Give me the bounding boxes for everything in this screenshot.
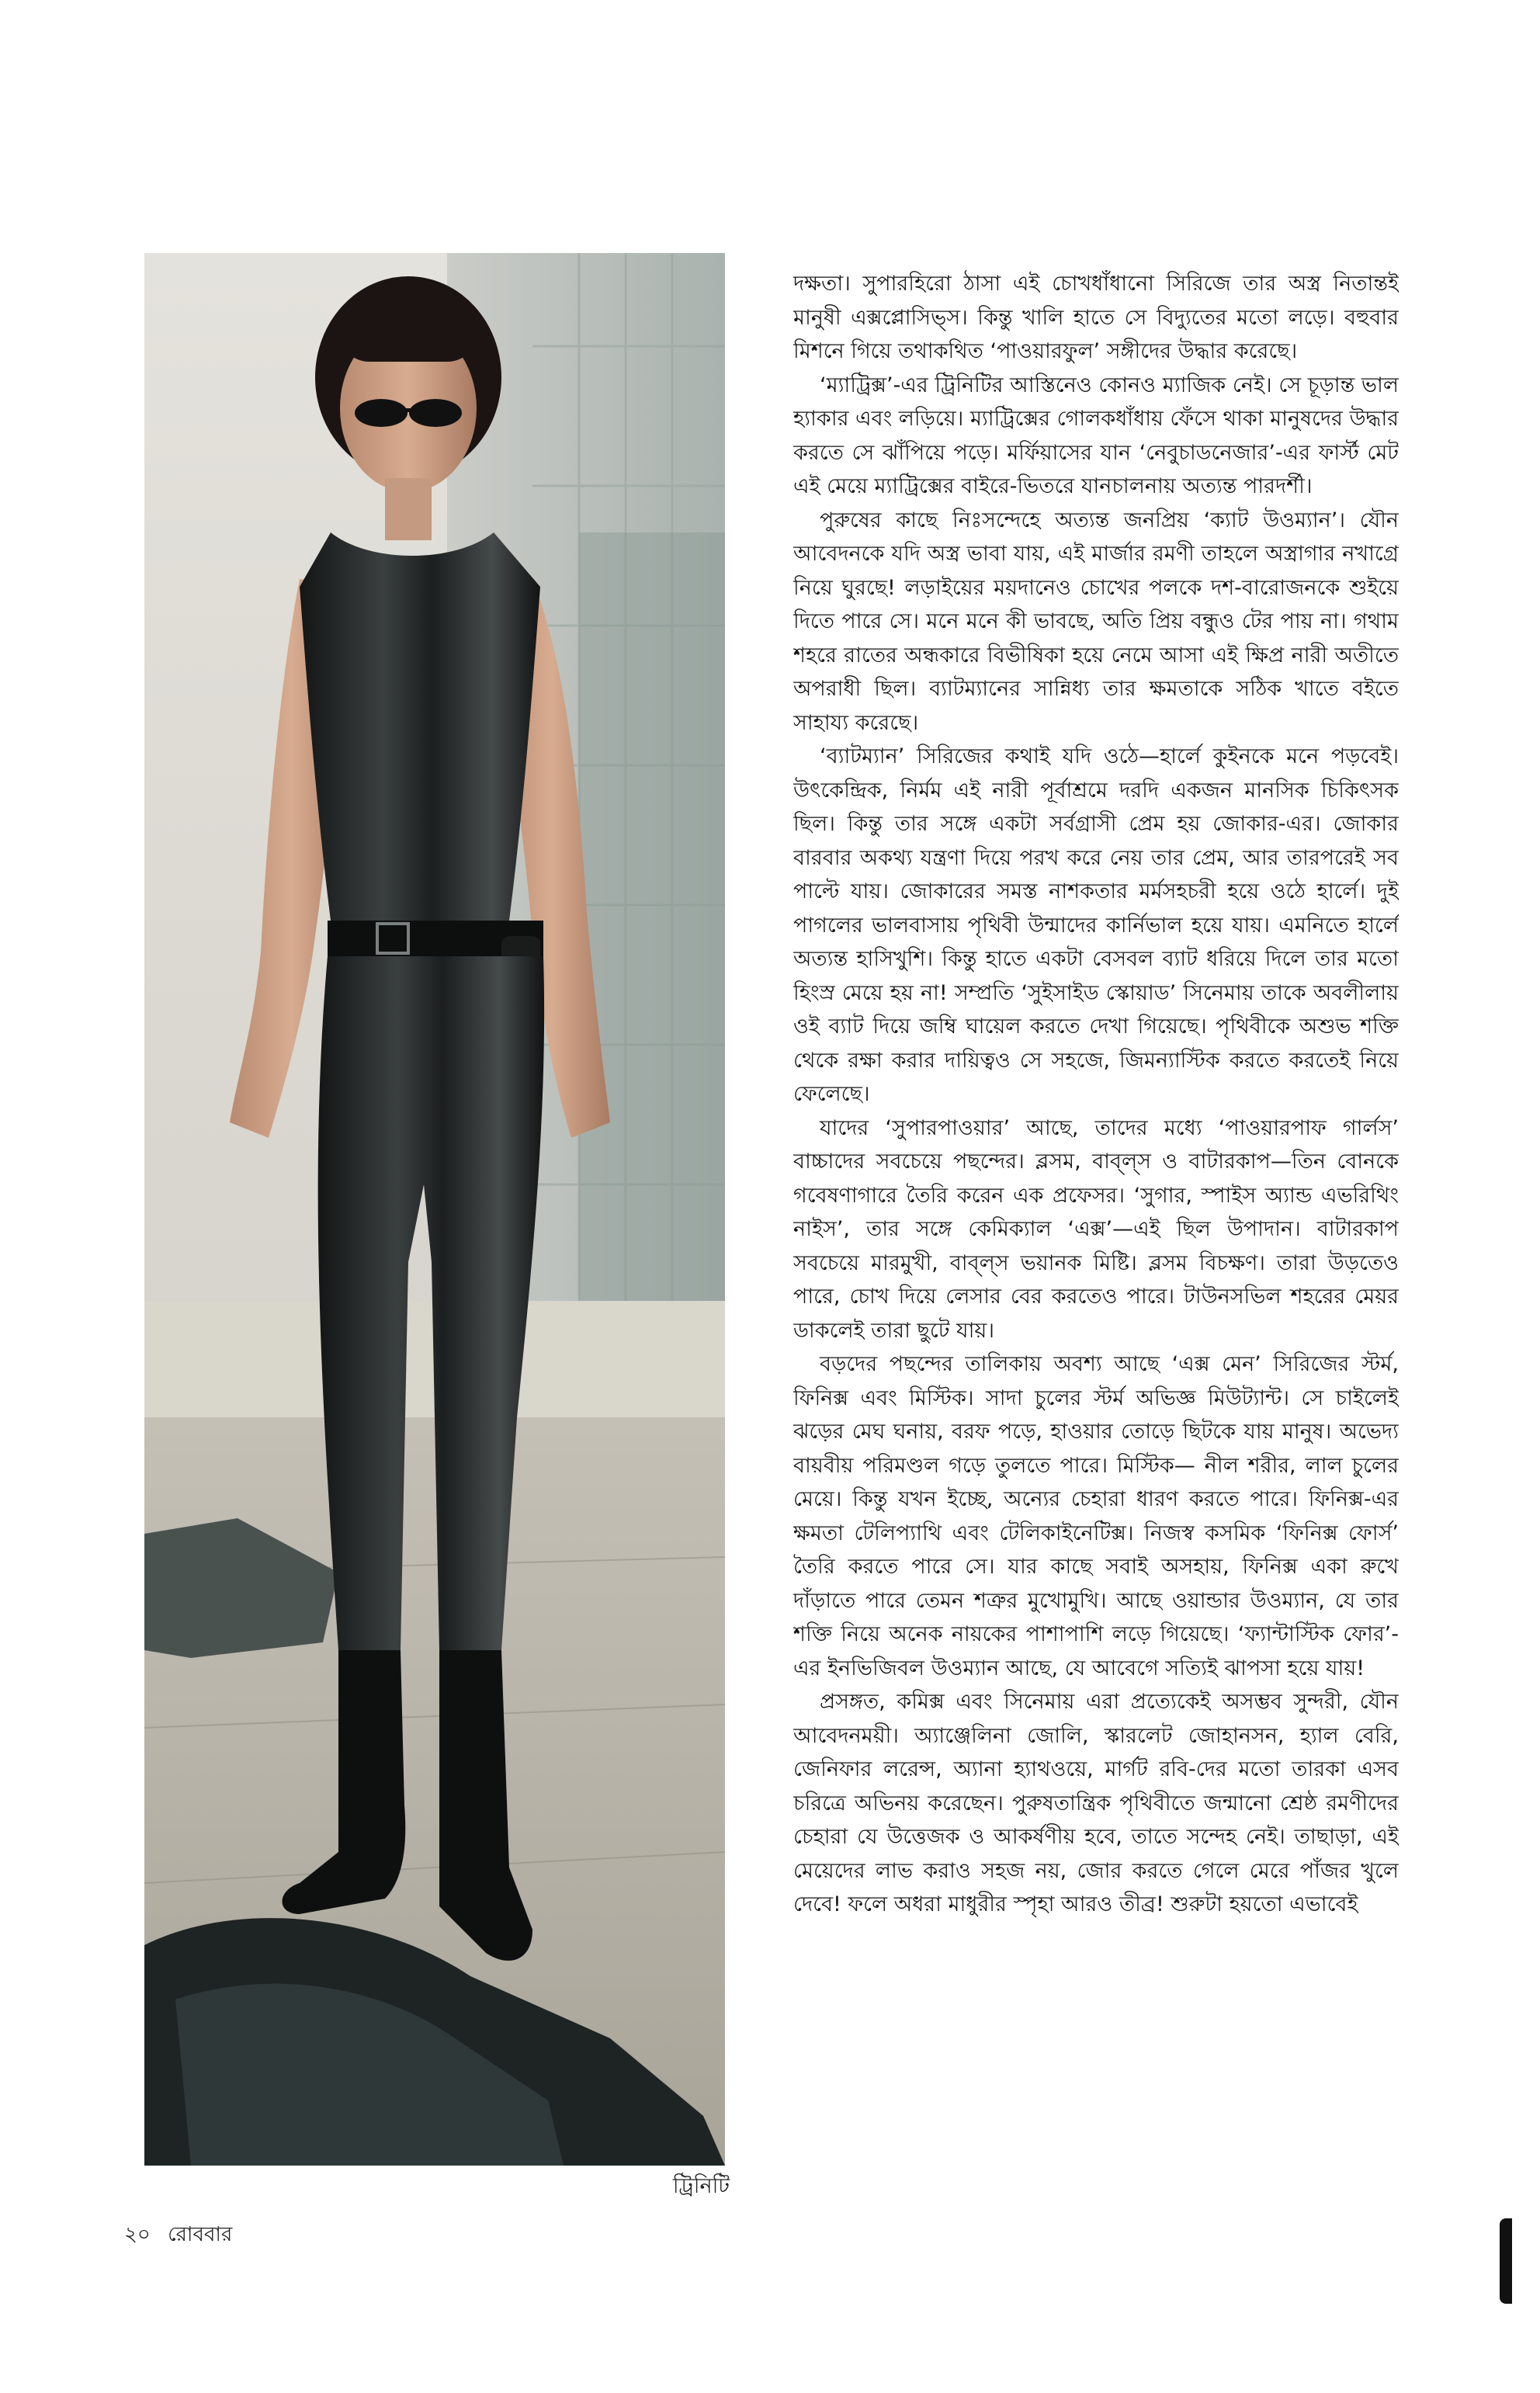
- publication-name: রোববার: [168, 2223, 233, 2246]
- page-footer: [124, 2221, 232, 2248]
- article-paragraph: প্রসঙ্গত, কমিক্স এবং সিনেমায় এরা প্রত্যেকেই অসম্ভব সুন্দরী, যৌন আবেদনময়ী। অ্যাঞ্জেলিনা জোলি, স্কারলেট জোহানসন, হ্যাল বেরি, জেনিফার লরেন্স, অ্যানা হ্যাথওয়ে, মার্গট রবি-দের মতো তারকা এসব চরিত্রে অভিনয় করেছেন। পুরুষতান্ত্রিক পৃথিবীতে জন্মানো শ্রেষ্ঠ রমণীদের চেহারা যে উত্তেজক ও আকর্ষণীয় হবে, তাতে সন্দেহ নেই। তাছাড়া, এই মেয়েদের লাভ করাও সহজ নয়, জোর করতে গেলে মেরে পাঁজর খুলে দেবে! ফলে অধরা মাধুরীর স্পৃহা আরও তীব্র! শুরুটা হয়তো এভাবেই: [793, 1690, 1399, 1916]
- article-paragraph: ‘ম্যাট্রিক্স’-এর ট্রিনিটির আস্তিনেও কোনও ম্যাজিক নেই। সে চূড়ান্ত ভাল হ্যাকার এবং লড়িয়ে। ম্যাট্রিক্সের গোলকধাঁধায় ফেঁসে থাকা মানুষদের উদ্ধার করতে সে ঝাঁপিয়ে পড়ে। মর্ফিয়াসের যান ‘নেবুচাডনেজার’-এর ফার্স্ট মেট এই মেয়ে ম্যাট্রিক্সের বাইরে-ভিতরে যানচালনায় অত্যন্ত পারদর্শী।: [793, 373, 1399, 498]
- article-paragraph: ‘ব্যাটম্যান’ সিরিজের কথাই যদি ওঠে—হার্লে কুইনকে মনে পড়বেই। উৎকেন্দ্রিক, নির্মম এই নারী পূর্বাশ্রমে দরদি একজন মানসিক চিকিৎসক ছিল। কিন্তু তার সঙ্গে একটা সর্বগ্রাসী প্রেম হয় জোকার-এর। জোকার বারবার অকথ্য যন্ত্রণা দিয়ে পরখ করে নেয় তার প্রেম, আর তারপরেই সব পাল্টে যায়। জোকারের সমস্ত নাশকতার মর্মসহচরী হয়ে ওঠে হার্লে। দুই পাগলের ভালবাসায় পৃথিবী উন্মাদের কার্নিভাল হয়ে যায়। এমনিতে হার্লে অত্যন্ত হাসিখুশি। কিন্তু হাতে একটা বেসবল ব্যাট ধরিয়ে দিলে তার মতো হিংস্র মেয়ে হয় না! সম্প্রতি ‘সুইসাইড স্কোয়াড’ সিনেমায় তাকে অবলীলায় ওই ব্যাট দিয়ে জম্বি ঘায়েল করতে দেখা গিয়েছে। পৃথিবীকে অশুভ শক্তি থেকে রক্ষা করার দায়িত্বও সে সহজে, জিমন্যাস্টিক করতে করতেই নিয়ে ফেলেছে।: [793, 744, 1399, 1106]
- article-body: [793, 267, 1399, 2207]
- photo-caption: ট্রিনিটি: [672, 2174, 730, 2198]
- page-number: ২০: [124, 2223, 151, 2246]
- article-paragraph: দক্ষতা। সুপারহিরো ঠাসা এই চোখধাঁধানো সিরিজে তার অস্ত্র নিতান্তই মানুষী এক্সপ্লোসিভ্স। কিন্তু খালি হাতে সে বিদ্যুতের মতো লড়ে। বহুবার মিশনে গিয়ে তথাকথিত ‘পাওয়ারফুল’ সঙ্গীদের উদ্ধার করেছে।: [793, 272, 1399, 363]
- page-edge-mark: [1500, 2218, 1512, 2304]
- article-paragraph: যাদের ‘সুপারপাওয়ার’ আছে, তাদের মধ্যে ‘পাওয়ারপাফ গার্লস’ বাচ্চাদের সবচেয়ে পছন্দের। ব্লসম, বাব্‌ল্স ও বাটারকাপ—তিন বোনকে গবেষণাগারে তৈরি করেন এক প্রফেসর। ‘সুগার, স্পাইস অ্যান্ড এভরিথিং নাইস’, তার সঙ্গে কেমিক্যাল ‘এক্স’—এই ছিল উপাদান। বাটারকাপ সবচেয়ে মারমুখী, বাব্‌ল্স ভয়ানক মিষ্টি। ব্লসম বিচক্ষণ। তারা উড়তেও পারে, চোখ দিয়ে লেসার বের করতেও পারে। টাউনসভিল শহরের মেয়র ডাকলেই তারা ছুটে যায়।: [793, 1115, 1399, 1343]
- trinity-photo: [144, 253, 725, 2166]
- article-paragraph: পুরুষের কাছে নিঃসন্দেহে অত্যন্ত জনপ্রিয় ‘ক্যাট উওম্যান’। যৌন আবেদনকে যদি অস্ত্র ভাবা যায়, এই মার্জার রমণী তাহলে অস্ত্রাগার নখাগ্রে নিয়ে ঘুরছে! লড়াইয়ের ময়দানেও চোখের পলকে দশ-বারোজনকে শুইয়ে দিতে পারে সে। মনে মনে কী ভাবছে, অতি প্রিয় বন্ধুও টের পায় না। গথাম শহরে রাতের অন্ধকারে বিভীষিকা হয়ে নেমে আসা এই ক্ষিপ্র নারী অতীতে অপরাধী ছিল। ব্যাটম্যানের সান্নিধ্য তার ক্ষমতাকে সঠিক খাতে বইতে সাহায্য করেছে।: [793, 508, 1399, 735]
- article-paragraph: বড়দের পছন্দের তালিকায় অবশ্য আছে ‘এক্স মেন’ সিরিজের স্টর্ম, ফিনিক্স এবং মিস্টিক। সাদা চুলের স্টর্ম অভিজ্ঞ মিউট্যান্ট। সে চাইলেই ঝড়ের মেঘ ঘনায়, বরফ পড়ে, হাওয়ার তোড়ে ছিটকে যায় মানুষ। অভেদ্য বায়বীয় পরিমণ্ডল গড়ে তুলতে পারে। মিস্টিক— নীল শরীর, লাল চুলের মেয়ে। কিন্তু যখন ইচ্ছে, অন্যের চেহারা ধারণ করতে পারে। ফিনিক্স-এর ক্ষমতা টেলিপ্যাথি এবং টেলিকাইনেটিক্স। নিজস্ব কসমিক ‘ফিনিক্স ফোর্স’ তৈরি করতে পারে সে। যার কাছে সবাই অসহায়, ফিনিক্স একা রুখে দাঁড়াতে পারে তেমন শত্রুর মুখোমুখি। আছে ওয়ান্ডার উওম্যান, যে তার শক্তি নিয়ে অনেক নায়কের পাশাপাশি লড়ে গিয়েছে। ‘ফ্যান্টাস্টিক ফোর’-এর ইনভিজিবল উওম্যান আছে, যে আবেগে সত্যিই ঝাপসা হয়ে যায়!: [793, 1352, 1399, 1680]
- trinity-photo-illustration: [144, 253, 725, 2166]
